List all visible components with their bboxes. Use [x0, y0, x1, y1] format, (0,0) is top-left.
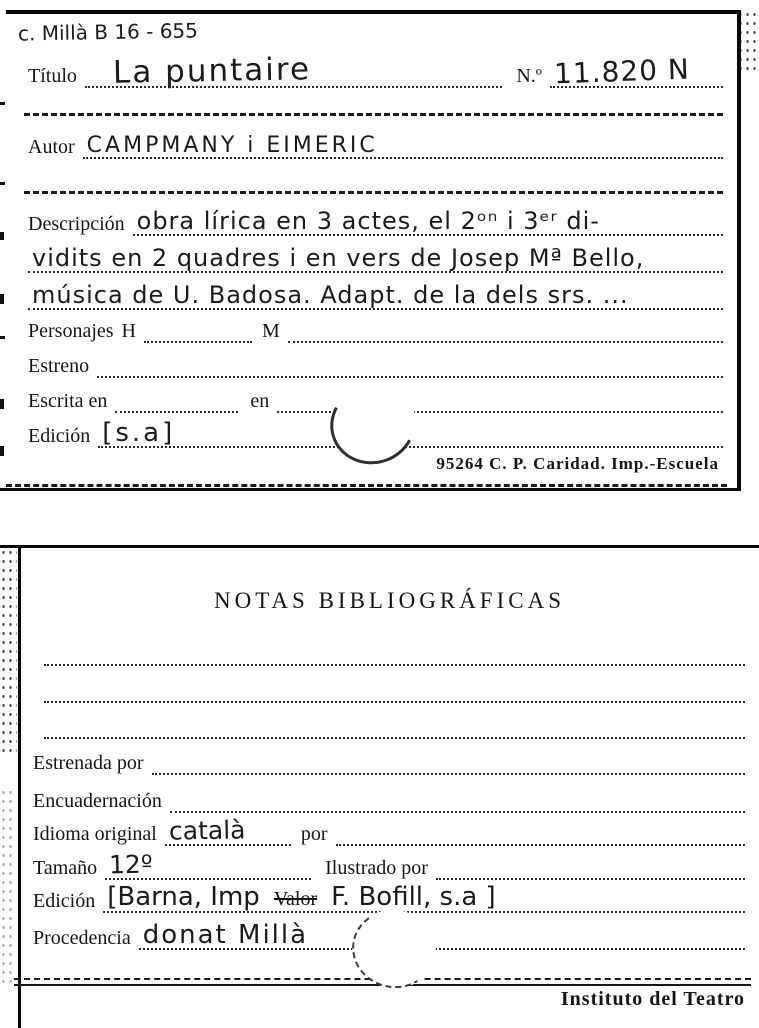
- footer-row: [561, 988, 745, 1011]
- notas-heading-row: [60, 588, 719, 614]
- scan-mark: [0, 102, 5, 105]
- autor-field: [83, 133, 723, 159]
- procedencia-label: Procedencia: [33, 927, 131, 949]
- titulo-handwritten-value: La puntaire: [112, 51, 312, 91]
- ilustrado-field: [436, 872, 745, 880]
- descripcion-row-1: [28, 207, 723, 236]
- scan-mark: [0, 182, 5, 185]
- estreno-row: [28, 355, 723, 378]
- descripcion-row-3: [28, 281, 723, 310]
- card-bottom-rule: [0, 488, 737, 491]
- estreno-field: [97, 370, 723, 378]
- procedencia-field: [139, 920, 745, 950]
- numero-field: [550, 52, 723, 91]
- descripcion-field-1: [133, 207, 723, 236]
- scan-mark: [0, 336, 5, 339]
- autor-label: Autor: [28, 136, 75, 158]
- scan-noise: [737, 10, 759, 70]
- encuadernacion-label: Encuadernación: [33, 790, 162, 812]
- idioma-por-label: por: [300, 823, 328, 845]
- edicion-back-field: [103, 882, 745, 913]
- escrita-en-field-1: [115, 405, 238, 413]
- autor-handwritten-value: CAMPMANY i EIMERIC: [86, 133, 378, 158]
- personajes-label: Personajes: [28, 320, 114, 342]
- procedencia-handwritten-value: donat Millà: [142, 920, 309, 950]
- estreno-label: Estreno: [28, 355, 90, 377]
- encuadernacion-field: [170, 805, 745, 813]
- scan-noise: [0, 788, 12, 988]
- en-label: en: [250, 390, 270, 412]
- shelfmark-text: c. Millà B 16 - 655: [17, 18, 199, 46]
- printer-imprint: 95264 C. P. Caridad. Imp.-Escuela: [436, 454, 719, 473]
- personajes-h-field: [144, 335, 252, 343]
- descripcion-label: Descripción: [28, 213, 125, 235]
- idioma-label: Idioma original: [33, 823, 157, 845]
- idioma-por-field: [336, 838, 745, 846]
- personajes-m-field: [288, 335, 723, 343]
- edicion-back-label: Edición: [33, 890, 96, 912]
- section-divider: [24, 191, 723, 194]
- titulo-field: [85, 51, 502, 91]
- descripcion-field-2: [28, 244, 723, 273]
- titulo-row: [28, 51, 723, 91]
- scan-mark: [0, 399, 4, 409]
- edicion-handwritten-right: F. Bofill, s.a ]: [331, 882, 496, 912]
- numero-label: N.º: [516, 65, 542, 87]
- descripcion-handwritten-line3: música de U. Badosa. Adapt. de la dels srs. ...: [32, 281, 629, 309]
- titulo-label: Título: [28, 65, 77, 87]
- idioma-field: [165, 815, 291, 846]
- section-divider: [24, 113, 723, 116]
- tamano-row: [33, 849, 745, 880]
- idioma-handwritten-value: català: [168, 815, 246, 846]
- descripcion-field-3: [28, 281, 723, 310]
- personajes-h-label: H: [121, 320, 136, 342]
- personajes-row: [28, 320, 723, 343]
- edicion-label: Edición: [28, 425, 91, 447]
- estrenada-label: Estrenada por: [33, 752, 144, 774]
- scan-noise: [0, 548, 17, 758]
- blank-note-line-2: [44, 701, 745, 703]
- descripcion-handwritten-line2: vidits en 2 quadres i en vers de Josep Mª Bello,: [32, 244, 645, 272]
- valor-label-struck: Valor: [273, 888, 318, 910]
- tamano-field: [105, 849, 311, 880]
- blank-note-line-3: [44, 737, 745, 739]
- escrita-en-label: Escrita en: [28, 390, 108, 412]
- descripcion-handwritten-line1: obra lírica en 3 actes, el 2ᵒⁿ i 3ᵉʳ di-: [136, 207, 600, 235]
- edicion-handwritten-left: [Barna, Imp: [107, 882, 260, 912]
- ilustrado-label: Ilustrado por: [325, 857, 428, 879]
- estrenada-row: [33, 752, 745, 775]
- personajes-m-label: M: [262, 320, 280, 342]
- scan-mark: [0, 232, 4, 240]
- autor-row: [28, 133, 723, 159]
- encuadernacion-row: [33, 790, 745, 813]
- card-bottom-dashed-line: [6, 484, 727, 487]
- tamano-label: Tamaño: [33, 857, 98, 879]
- edicion-handwritten-value: [s.a]: [102, 418, 176, 448]
- scan-mark: [0, 294, 4, 304]
- instituto-del-teatro-brand: Instituto del Teatro: [560, 988, 745, 1010]
- blank-note-line-1: [44, 664, 745, 666]
- card-left-rule: [18, 548, 21, 1028]
- descripcion-row-2: [28, 244, 723, 273]
- numero-handwritten-value: 11.820 N: [553, 52, 691, 91]
- scan-mark: [0, 446, 4, 456]
- shelfmark-note: [18, 20, 198, 44]
- imprint-row: [436, 454, 719, 474]
- notas-heading: NOTAS BIBLIOGRÁFICAS: [214, 588, 565, 613]
- idioma-row: [33, 815, 745, 846]
- estrenada-field: [152, 767, 745, 775]
- tamano-handwritten-value: 12º: [108, 849, 153, 880]
